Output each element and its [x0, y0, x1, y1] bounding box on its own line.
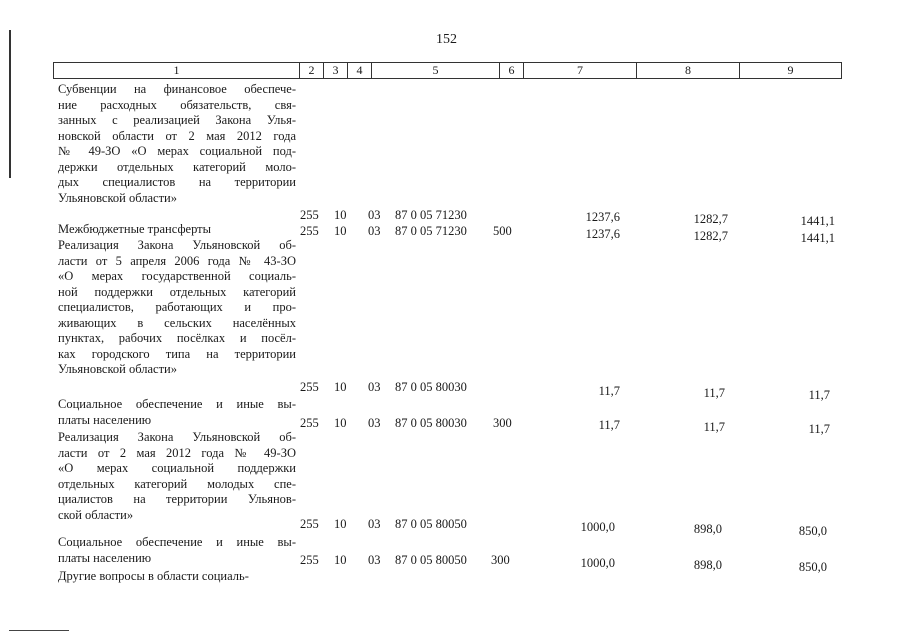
cell-col-2: 255 [300, 224, 319, 238]
header-col-9: 9 [787, 63, 794, 77]
description-line: «О мерах социальной поддержки [58, 461, 296, 475]
cell-col-8: 898,0 [693, 522, 722, 536]
description-line: Межбюджетные трансферты [58, 222, 212, 236]
cell-col-4: 03 [368, 553, 381, 567]
header-col-6: 6 [508, 63, 515, 77]
cell-col-9: 850,0 [798, 560, 827, 574]
cell-col-8: 11,7 [703, 386, 725, 400]
cell-col-2: 255 [300, 416, 319, 430]
cell-col-8: 11,7 [703, 420, 725, 434]
row-description [58, 82, 296, 206]
cell-col-9: 850,0 [798, 524, 827, 538]
description-line: пунктах, рабочих посёлках и посёл- [58, 331, 296, 345]
description-line: платы населению [58, 550, 152, 565]
cell-col-5: 87 0 05 80030 [395, 416, 467, 430]
cell-col-9: 11,7 [808, 388, 830, 402]
description-line: живающих в сельских населённых [58, 315, 296, 330]
page-number: 152 [436, 32, 457, 47]
cell-col-7: 1237,6 [585, 227, 620, 241]
cell-col-7: 11,7 [598, 418, 620, 432]
cell-col-5: 87 0 05 80030 [395, 380, 467, 394]
description-line: ской области» [58, 507, 134, 522]
cell-col-3: 10 [334, 416, 347, 430]
description-line: Ульяновской области» [58, 362, 177, 376]
cell-col-5: 87 0 05 71230 [395, 208, 467, 222]
description-line: занных с реализацией Закона Улья- [58, 113, 296, 127]
description-line: ласти от 5 апреля 2006 года № 43-ЗО [58, 253, 296, 268]
cell-col-4: 03 [368, 416, 381, 430]
cell-col-3: 10 [334, 553, 347, 567]
header-col-7: 7 [577, 63, 583, 77]
description-line: Другие вопросы в области социаль- [58, 569, 249, 583]
row-description [58, 222, 296, 238]
cell-col-8: 1282,7 [693, 212, 728, 226]
cell-col-7: 1000,0 [580, 556, 615, 570]
description-line: ласти от 2 мая 2012 года № 49-ЗО [58, 445, 296, 460]
description-line: Реализация Закона Ульяновской об- [58, 238, 296, 252]
description-line: Реализация Закона Ульяновской об- [58, 430, 296, 444]
cell-col-7: 1237,6 [585, 210, 620, 224]
row-description [58, 430, 296, 523]
cell-col-2: 255 [300, 208, 319, 222]
cell-col-4: 03 [368, 224, 381, 238]
description-line: циалистов на территории Ульянов- [58, 492, 296, 506]
header-col-4: 4 [356, 63, 363, 77]
cell-col-5: 87 0 05 80050 [395, 517, 467, 531]
cell-col-4: 03 [368, 380, 381, 394]
cell-col-6: 500 [493, 224, 512, 238]
header-col-3: 3 [332, 63, 339, 77]
cell-col-5: 87 0 05 71230 [395, 224, 467, 238]
cell-col-3: 10 [334, 517, 347, 531]
table-header-row [53, 62, 842, 79]
description-line: специалистов, работающих и про- [58, 300, 296, 314]
cell-col-4: 03 [368, 517, 381, 531]
description-line: отдельных категорий молодых спе- [58, 476, 296, 491]
header-col-1: 1 [173, 63, 180, 77]
description-line: платы населению [58, 412, 152, 427]
cell-col-3: 10 [334, 380, 347, 394]
cell-col-7: 1000,0 [580, 520, 615, 534]
row-description [58, 397, 296, 428]
description-line: дых специалистов на территории [58, 175, 296, 189]
cell-col-6: 300 [491, 553, 510, 567]
row-description [58, 238, 296, 378]
cell-col-2: 255 [300, 380, 319, 394]
description-line: Ульяновской области» [58, 190, 177, 205]
description-line: новской области от 2 мая 2012 года [58, 128, 296, 143]
cell-col-3: 10 [334, 208, 347, 222]
cell-col-6: 300 [493, 416, 512, 430]
header-col-2: 2 [308, 63, 315, 77]
cell-col-2: 255 [300, 517, 319, 531]
cell-col-8: 1282,7 [693, 229, 728, 243]
description-line: ние расходных обязательств, свя- [58, 97, 296, 112]
description-line: «О мерах государственной социаль- [58, 269, 296, 283]
footer-rule [9, 630, 69, 631]
row-description [58, 569, 296, 585]
cell-col-5: 87 0 05 80050 [395, 553, 467, 567]
cell-col-9: 1441,1 [800, 214, 835, 228]
cell-col-8: 898,0 [693, 558, 722, 572]
cell-col-9: 1441,1 [800, 231, 835, 245]
description-line: ной поддержки отдельных категорий [58, 284, 296, 299]
left-margin-line [9, 30, 11, 178]
description-line: № 49-ЗО «О мерах социальной под- [58, 144, 296, 158]
cell-col-9: 11,7 [808, 422, 830, 436]
description-line: Социальное обеспечение и иные вы- [58, 535, 296, 549]
row-description [58, 535, 296, 566]
header-col-5: 5 [432, 63, 439, 77]
cell-col-4: 03 [368, 208, 381, 222]
cell-col-7: 11,7 [598, 384, 620, 398]
header-col-8: 8 [685, 63, 691, 77]
description-line: Социальное обеспечение и иные вы- [58, 397, 296, 411]
cell-col-3: 10 [334, 224, 347, 238]
cell-col-2: 255 [300, 553, 319, 567]
description-line: ках городского типа на территории [58, 346, 296, 361]
description-line: Субвенции на финансовое обеспече- [58, 82, 296, 96]
description-line: держки отдельных категорий моло- [58, 159, 296, 174]
